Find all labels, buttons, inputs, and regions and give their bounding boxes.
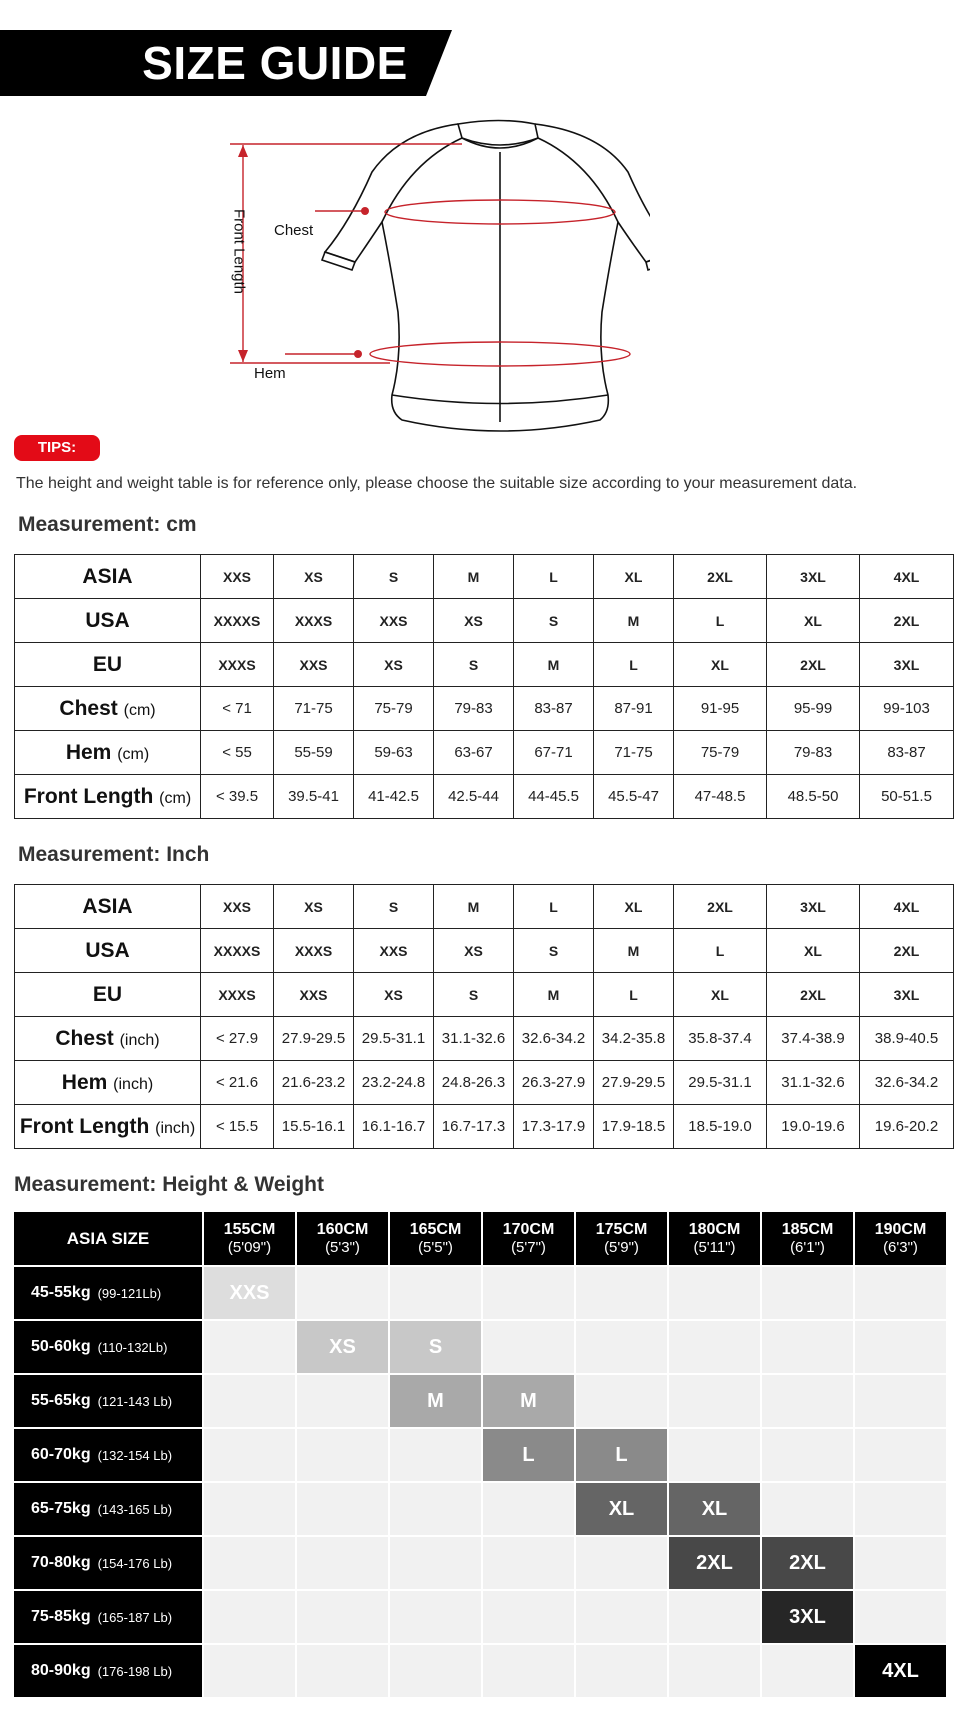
size-cell: 3XL bbox=[762, 1591, 855, 1645]
table-row bbox=[15, 775, 954, 819]
table-cell: XXXS bbox=[274, 599, 354, 643]
table-cell: XL bbox=[767, 929, 860, 973]
table-cell: 75-79 bbox=[354, 687, 434, 731]
row-label: EU bbox=[92, 652, 123, 676]
empty-cell bbox=[576, 1375, 669, 1429]
height-column-header bbox=[669, 1212, 762, 1267]
height-ft: (5'9") bbox=[604, 1238, 639, 1256]
weight-label bbox=[14, 1321, 204, 1375]
weight-lb: (165-187 Lb) bbox=[97, 1609, 173, 1625]
row-label: ASIA bbox=[82, 564, 133, 588]
table-cell: 37.4-38.9 bbox=[767, 1017, 860, 1061]
weight-label bbox=[14, 1645, 204, 1699]
empty-cell bbox=[297, 1591, 390, 1645]
empty-cell bbox=[297, 1537, 390, 1591]
table-cell: 41-42.5 bbox=[354, 775, 434, 819]
table-cell: 27.9-29.5 bbox=[594, 1061, 674, 1105]
table-cell: 2XL bbox=[674, 885, 767, 929]
table-cell: L bbox=[674, 599, 767, 643]
table-cell: 18.5-19.0 bbox=[674, 1105, 767, 1149]
table-cell: M bbox=[434, 555, 514, 599]
empty-cell bbox=[483, 1591, 576, 1645]
height-ft: (5'5") bbox=[418, 1238, 453, 1256]
empty-cell bbox=[483, 1645, 576, 1699]
empty-cell bbox=[855, 1321, 948, 1375]
measurement-inch-table bbox=[14, 884, 954, 1149]
empty-cell bbox=[390, 1483, 483, 1537]
table-cell: 29.5-31.1 bbox=[354, 1017, 434, 1061]
height-cm: 190CM bbox=[874, 1220, 927, 1238]
empty-cell bbox=[855, 1483, 948, 1537]
table-cell: S bbox=[434, 973, 514, 1017]
table-cell: 3XL bbox=[860, 643, 954, 687]
size-cell: M bbox=[390, 1375, 483, 1429]
height-ft: (5'7") bbox=[511, 1238, 546, 1256]
tips-badge: TIPS: bbox=[14, 435, 100, 461]
table-cell: M bbox=[514, 643, 594, 687]
table-cell: L bbox=[514, 885, 594, 929]
table-cell: XL bbox=[674, 973, 767, 1017]
height-column-header bbox=[483, 1212, 576, 1267]
empty-cell bbox=[762, 1375, 855, 1429]
weight-kg: 45-55kg bbox=[31, 1284, 91, 1301]
row-unit: (inch) bbox=[113, 1075, 154, 1093]
table-cell: < 21.6 bbox=[201, 1061, 274, 1105]
table-row bbox=[15, 555, 954, 599]
table-cell: 38.9-40.5 bbox=[860, 1017, 954, 1061]
empty-cell bbox=[483, 1321, 576, 1375]
table-cell: 75-79 bbox=[674, 731, 767, 775]
weight-row bbox=[14, 1429, 954, 1483]
empty-cell bbox=[390, 1645, 483, 1699]
size-cell: 2XL bbox=[669, 1537, 762, 1591]
weight-lb: (99-121Lb) bbox=[97, 1285, 162, 1301]
table-cell: L bbox=[674, 929, 767, 973]
table-cell: 2XL bbox=[860, 929, 954, 973]
empty-cell bbox=[204, 1537, 297, 1591]
height-cm: 170CM bbox=[502, 1220, 555, 1238]
table-cell: M bbox=[514, 973, 594, 1017]
empty-cell bbox=[297, 1267, 390, 1321]
empty-cell bbox=[855, 1375, 948, 1429]
height-cm: 160CM bbox=[316, 1220, 369, 1238]
table-row bbox=[15, 731, 954, 775]
weight-row bbox=[14, 1267, 954, 1321]
empty-cell bbox=[576, 1537, 669, 1591]
weight-kg: 50-60kg bbox=[31, 1338, 91, 1355]
weight-label bbox=[14, 1537, 204, 1591]
table-cell: S bbox=[354, 555, 434, 599]
row-header bbox=[15, 1105, 201, 1149]
table-cell: 71-75 bbox=[274, 687, 354, 731]
size-cell: M bbox=[483, 1375, 576, 1429]
weight-kg: 75-85kg bbox=[31, 1608, 91, 1625]
table-cell: 2XL bbox=[674, 555, 767, 599]
table-cell: XL bbox=[594, 885, 674, 929]
table-cell: 83-87 bbox=[860, 731, 954, 775]
height-weight-grid bbox=[14, 1212, 954, 1699]
row-label: USA bbox=[85, 608, 130, 632]
weight-kg: 80-90kg bbox=[31, 1662, 91, 1679]
table-cell: XXXXS bbox=[201, 929, 274, 973]
weight-label bbox=[14, 1267, 204, 1321]
row-label: EU bbox=[92, 982, 123, 1006]
table-cell: 79-83 bbox=[434, 687, 514, 731]
table-cell: S bbox=[514, 929, 594, 973]
empty-cell bbox=[762, 1483, 855, 1537]
table-cell: 31.1-32.6 bbox=[434, 1017, 514, 1061]
table-cell: XXXS bbox=[201, 643, 274, 687]
row-header bbox=[15, 1061, 201, 1105]
empty-cell bbox=[483, 1267, 576, 1321]
weight-kg: 60-70kg bbox=[31, 1446, 91, 1463]
weight-lb: (154-176 Lb) bbox=[97, 1555, 173, 1571]
hem-label: Hem bbox=[254, 365, 286, 382]
asia-size-corner: ASIA SIZE bbox=[14, 1212, 204, 1267]
table-cell: 95-99 bbox=[767, 687, 860, 731]
table-cell: 32.6-34.2 bbox=[514, 1017, 594, 1061]
table-cell: 19.0-19.6 bbox=[767, 1105, 860, 1149]
table-cell: 79-83 bbox=[767, 731, 860, 775]
empty-cell bbox=[204, 1483, 297, 1537]
weight-kg: 55-65kg bbox=[31, 1392, 91, 1409]
empty-cell bbox=[669, 1591, 762, 1645]
table-cell: XS bbox=[274, 555, 354, 599]
weight-row bbox=[14, 1537, 954, 1591]
weight-label bbox=[14, 1483, 204, 1537]
table-cell: S bbox=[514, 599, 594, 643]
table-cell: 2XL bbox=[767, 643, 860, 687]
page-title: SIZE GUIDE bbox=[142, 37, 408, 89]
table-row bbox=[15, 929, 954, 973]
table-cell: 91-95 bbox=[674, 687, 767, 731]
table-cell: 15.5-16.1 bbox=[274, 1105, 354, 1149]
empty-cell bbox=[390, 1429, 483, 1483]
row-header bbox=[15, 885, 201, 929]
height-column-header bbox=[297, 1212, 390, 1267]
empty-cell bbox=[204, 1645, 297, 1699]
jersey-illustration bbox=[230, 112, 650, 432]
weight-label bbox=[14, 1429, 204, 1483]
table-cell: 4XL bbox=[860, 885, 954, 929]
empty-cell bbox=[297, 1375, 390, 1429]
weight-row bbox=[14, 1591, 954, 1645]
empty-cell bbox=[576, 1321, 669, 1375]
size-cell: S bbox=[390, 1321, 483, 1375]
measurement-cm-table bbox=[14, 554, 954, 819]
table-cell: S bbox=[354, 885, 434, 929]
height-ft: (5'09") bbox=[227, 1238, 272, 1256]
table-cell: XXS bbox=[201, 885, 274, 929]
empty-cell bbox=[204, 1591, 297, 1645]
height-cm: 185CM bbox=[781, 1220, 834, 1238]
table-cell: 29.5-31.1 bbox=[674, 1061, 767, 1105]
table-cell: XS bbox=[354, 973, 434, 1017]
row-unit: (cm) bbox=[117, 745, 150, 763]
jersey-diagram bbox=[230, 112, 650, 432]
table-cell: 3XL bbox=[860, 973, 954, 1017]
table-row bbox=[15, 643, 954, 687]
weight-kg: 70-80kg bbox=[31, 1554, 91, 1571]
table-cell: 99-103 bbox=[860, 687, 954, 731]
height-ft: (6'1") bbox=[790, 1238, 825, 1256]
table-cell: 83-87 bbox=[514, 687, 594, 731]
weight-lb: (110-132Lb) bbox=[97, 1339, 168, 1355]
height-column-header bbox=[762, 1212, 855, 1267]
table-cell: XXXXS bbox=[201, 599, 274, 643]
row-unit: (inch) bbox=[155, 1119, 196, 1137]
table-cell: 16.1-16.7 bbox=[354, 1105, 434, 1149]
table-cell: 26.3-27.9 bbox=[514, 1061, 594, 1105]
table-cell: 35.8-37.4 bbox=[674, 1017, 767, 1061]
table-cell: XXS bbox=[354, 599, 434, 643]
row-label: USA bbox=[85, 938, 130, 962]
table-cell: M bbox=[594, 929, 674, 973]
table-cell: 42.5-44 bbox=[434, 775, 514, 819]
table-cell: < 15.5 bbox=[201, 1105, 274, 1149]
table-cell: 44-45.5 bbox=[514, 775, 594, 819]
tips-text: The height and weight table is for reference only, please choose the suitable size according to your measurement data. bbox=[16, 475, 858, 492]
height-column-header bbox=[576, 1212, 669, 1267]
weight-kg: 65-75kg bbox=[31, 1500, 91, 1517]
row-label: Front Length bbox=[19, 1114, 150, 1138]
table-cell: 39.5-41 bbox=[274, 775, 354, 819]
empty-cell bbox=[297, 1429, 390, 1483]
table-cell: 67-71 bbox=[514, 731, 594, 775]
table-cell: 48.5-50 bbox=[767, 775, 860, 819]
table-cell: XS bbox=[434, 599, 514, 643]
table-cell: 24.8-26.3 bbox=[434, 1061, 514, 1105]
table-cell: XL bbox=[767, 599, 860, 643]
table-cell: < 27.9 bbox=[201, 1017, 274, 1061]
table-cell: XL bbox=[594, 555, 674, 599]
table-cell: XXXS bbox=[274, 929, 354, 973]
table-cell: XS bbox=[354, 643, 434, 687]
empty-cell bbox=[483, 1483, 576, 1537]
height-ft: (5'3") bbox=[325, 1238, 360, 1256]
empty-cell bbox=[483, 1537, 576, 1591]
table-cell: 71-75 bbox=[594, 731, 674, 775]
table-cell: 19.6-20.2 bbox=[860, 1105, 954, 1149]
weight-row bbox=[14, 1483, 954, 1537]
table-cell: XS bbox=[434, 929, 514, 973]
empty-cell bbox=[204, 1429, 297, 1483]
height-column-header bbox=[204, 1212, 297, 1267]
weight-label bbox=[14, 1375, 204, 1429]
inch-table-title: Measurement: Inch bbox=[18, 843, 210, 866]
row-header bbox=[15, 775, 201, 819]
size-cell: L bbox=[483, 1429, 576, 1483]
empty-cell bbox=[669, 1645, 762, 1699]
height-cm: 180CM bbox=[688, 1220, 741, 1238]
empty-cell bbox=[297, 1483, 390, 1537]
table-cell: 47-48.5 bbox=[674, 775, 767, 819]
table-cell: 3XL bbox=[767, 555, 860, 599]
height-ft: (5'11") bbox=[693, 1238, 736, 1256]
table-cell: 2XL bbox=[767, 973, 860, 1017]
row-header bbox=[15, 973, 201, 1017]
height-cm: 155CM bbox=[223, 1220, 276, 1238]
row-header bbox=[15, 1017, 201, 1061]
table-cell: 21.6-23.2 bbox=[274, 1061, 354, 1105]
empty-cell bbox=[669, 1429, 762, 1483]
table-row bbox=[15, 973, 954, 1017]
row-header bbox=[15, 929, 201, 973]
table-cell: L bbox=[594, 643, 674, 687]
row-unit: (cm) bbox=[159, 789, 192, 807]
size-cell: 2XL bbox=[762, 1537, 855, 1591]
table-cell: 87-91 bbox=[594, 687, 674, 731]
table-row bbox=[15, 1105, 954, 1149]
row-label: Hem bbox=[65, 740, 112, 764]
empty-cell bbox=[762, 1321, 855, 1375]
height-ft: (6'3") bbox=[883, 1238, 918, 1256]
table-cell: XXS bbox=[354, 929, 434, 973]
cm-table-title: Measurement: cm bbox=[18, 513, 197, 536]
table-cell: 31.1-32.6 bbox=[767, 1061, 860, 1105]
table-cell: 2XL bbox=[860, 599, 954, 643]
row-header bbox=[15, 731, 201, 775]
chest-label: Chest bbox=[274, 222, 314, 239]
height-cm: 165CM bbox=[409, 1220, 462, 1238]
row-header bbox=[15, 599, 201, 643]
table-cell: 16.7-17.3 bbox=[434, 1105, 514, 1149]
empty-cell bbox=[762, 1267, 855, 1321]
table-cell: M bbox=[434, 885, 514, 929]
weight-lb: (176-198 Lb) bbox=[97, 1663, 173, 1679]
table-cell: 45.5-47 bbox=[594, 775, 674, 819]
table-row bbox=[15, 599, 954, 643]
table-cell: 55-59 bbox=[274, 731, 354, 775]
size-cell: XXS bbox=[204, 1267, 297, 1321]
empty-cell bbox=[762, 1645, 855, 1699]
empty-cell bbox=[855, 1267, 948, 1321]
table-row bbox=[15, 885, 954, 929]
table-cell: M bbox=[594, 599, 674, 643]
table-cell: L bbox=[594, 973, 674, 1017]
table-cell: 27.9-29.5 bbox=[274, 1017, 354, 1061]
table-row bbox=[15, 1017, 954, 1061]
table-cell: 63-67 bbox=[434, 731, 514, 775]
size-cell: XS bbox=[297, 1321, 390, 1375]
weight-row bbox=[14, 1645, 954, 1699]
table-cell: 50-51.5 bbox=[860, 775, 954, 819]
empty-cell bbox=[669, 1321, 762, 1375]
empty-cell bbox=[576, 1645, 669, 1699]
table-cell: 3XL bbox=[767, 885, 860, 929]
row-header bbox=[15, 643, 201, 687]
row-label: Hem bbox=[61, 1070, 108, 1094]
size-cell: L bbox=[576, 1429, 669, 1483]
empty-cell bbox=[855, 1429, 948, 1483]
empty-cell bbox=[297, 1645, 390, 1699]
row-label: Chest bbox=[55, 1026, 114, 1050]
height-weight-title: Measurement: Height & Weight bbox=[14, 1173, 324, 1196]
size-cell: 4XL bbox=[855, 1645, 948, 1699]
size-cell: XL bbox=[669, 1483, 762, 1537]
empty-cell bbox=[390, 1591, 483, 1645]
empty-cell bbox=[669, 1375, 762, 1429]
row-label: Chest bbox=[59, 696, 118, 720]
height-header-row bbox=[14, 1212, 954, 1267]
row-header bbox=[15, 687, 201, 731]
weight-lb: (143-165 Lb) bbox=[97, 1501, 173, 1517]
front-length-label: Front Length bbox=[230, 208, 248, 295]
table-cell: 59-63 bbox=[354, 731, 434, 775]
empty-cell bbox=[855, 1591, 948, 1645]
table-cell: XXS bbox=[274, 973, 354, 1017]
table-cell: XXXS bbox=[201, 973, 274, 1017]
table-cell: XXS bbox=[201, 555, 274, 599]
table-cell: < 55 bbox=[201, 731, 274, 775]
table-cell: XL bbox=[674, 643, 767, 687]
empty-cell bbox=[204, 1375, 297, 1429]
table-cell: S bbox=[434, 643, 514, 687]
table-cell: 17.9-18.5 bbox=[594, 1105, 674, 1149]
height-column-header bbox=[390, 1212, 483, 1267]
row-label: Front Length bbox=[23, 784, 154, 808]
row-header bbox=[15, 555, 201, 599]
weight-label bbox=[14, 1591, 204, 1645]
table-cell: 23.2-24.8 bbox=[354, 1061, 434, 1105]
empty-cell bbox=[669, 1267, 762, 1321]
row-unit: (inch) bbox=[119, 1031, 160, 1049]
table-cell: < 71 bbox=[201, 687, 274, 731]
table-cell: 32.6-34.2 bbox=[860, 1061, 954, 1105]
weight-lb: (132-154 Lb) bbox=[97, 1447, 173, 1463]
table-cell: XS bbox=[274, 885, 354, 929]
empty-cell bbox=[204, 1321, 297, 1375]
row-unit: (cm) bbox=[123, 701, 156, 719]
table-row bbox=[15, 1061, 954, 1105]
size-cell: XL bbox=[576, 1483, 669, 1537]
empty-cell bbox=[390, 1267, 483, 1321]
table-cell: < 39.5 bbox=[201, 775, 274, 819]
weight-row bbox=[14, 1375, 954, 1429]
empty-cell bbox=[390, 1537, 483, 1591]
weight-lb: (121-143 Lb) bbox=[97, 1393, 173, 1409]
table-cell: 17.3-17.9 bbox=[514, 1105, 594, 1149]
empty-cell bbox=[855, 1537, 948, 1591]
table-cell: 4XL bbox=[860, 555, 954, 599]
empty-cell bbox=[576, 1591, 669, 1645]
table-row bbox=[15, 687, 954, 731]
weight-row bbox=[14, 1321, 954, 1375]
empty-cell bbox=[762, 1429, 855, 1483]
table-cell: XXS bbox=[274, 643, 354, 687]
row-label: ASIA bbox=[82, 894, 133, 918]
height-column-header bbox=[855, 1212, 948, 1267]
height-cm: 175CM bbox=[595, 1220, 648, 1238]
table-cell: L bbox=[514, 555, 594, 599]
empty-cell bbox=[576, 1267, 669, 1321]
table-cell: 34.2-35.8 bbox=[594, 1017, 674, 1061]
